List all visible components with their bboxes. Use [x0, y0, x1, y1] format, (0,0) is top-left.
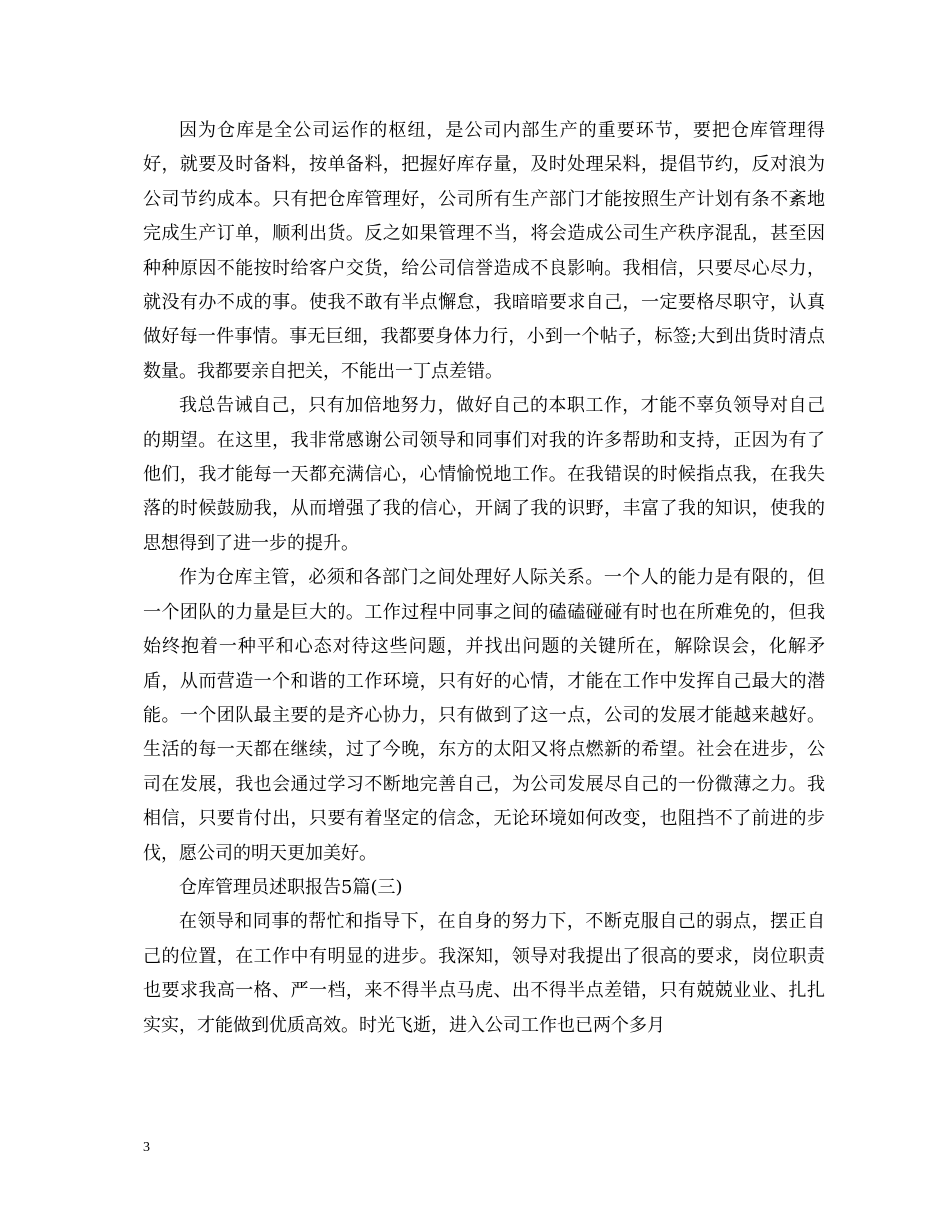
paragraph-self-reminder: 我总告诫自己，只有加倍地努力，做好自己的本职工作，才能不辜负领导对自己的期望。在这里，我非常感谢公司领导和同事们对我的许多帮助和支持，正因为有了他们，我才能每一天都充满信心，心情愉悦地工作。在我错误的时候指点我，在我失落的时候鼓励我，从而增强了我的信心，开阔了我的识野，丰富了我的知识，使我的思想得到了进一步的提升。	[143, 395, 825, 554]
section-heading: 仓库管理员述职报告5篇(三)	[179, 876, 403, 898]
paragraph-teamwork: 作为仓库主管，必须和各部门之间处理好人际关系。一个人的能力是有限的，但一个团队的力量是巨大的。工作过程中同事之间的磕磕碰碰有时也在所难免的，但我始终抱着一种平和心态对待这些问题，并找出问题的关键所在，解除误会，化解矛盾，从而营造一个和谐的工作环境，只有好的心情，才能在工作中发挥自己最大的潜能。一个团队最主要的是齐心协力，只有做到了这一点，公司的发展才能越来越好。生活的每一天都在继续，过了今晚，东方的太阳又将点燃新的希望。社会在进步，公司在发展，我也会通过学习不断地完善自己，为公司发展尽自己的一份微薄之力。我相信，只要肯付出，只要有着坚定的信念，无论环境如何改变，也阻挡不了前进的步伐，愿公司的明天更加美好。	[143, 567, 825, 864]
page-number: 3	[143, 1140, 150, 1155]
paragraph-progress: 在领导和同事的帮忙和指导下，在自身的努力下，不断克服自己的弱点，摆正自己的位置，在工作中有明显的进步。我深知，领导对我提出了很高的要求，岗位职责也要求我高一格、严一档，来不得半点马虎、出不得半点差错，只有兢兢业业、扎扎实实，才能做到优质高效。时光飞逝，进入公司工作也已两个多月	[143, 911, 825, 1036]
page-body	[143, 114, 825, 1043]
paragraph-warehouse-importance: 因为仓库是全公司运作的枢纽，是公司内部生产的重要环节，要把仓库管理得好，就要及时备料，按单备料，把握好库存量，及时处理呆料，提倡节约，反对浪为公司节约成本。只有把仓库管理好，公司所有生产部门才能按照生产计划有条不紊地完成生产订单，顺利出货。反之如果管理不当，将会造成公司生产秩序混乱，甚至因种种原因不能按时给客户交货，给公司信誉造成不良影响。我相信，只要尽心尽力，就没有办不成的事。使我不敢有半点懈怠，我暗暗要求自己，一定要格尽职守，认真做好每一件事情。事无巨细，我都要身体力行，小到一个帖子，标签;大到出货时清点数量。我都要亲自把关，不能出一丁点差错。	[143, 120, 825, 382]
